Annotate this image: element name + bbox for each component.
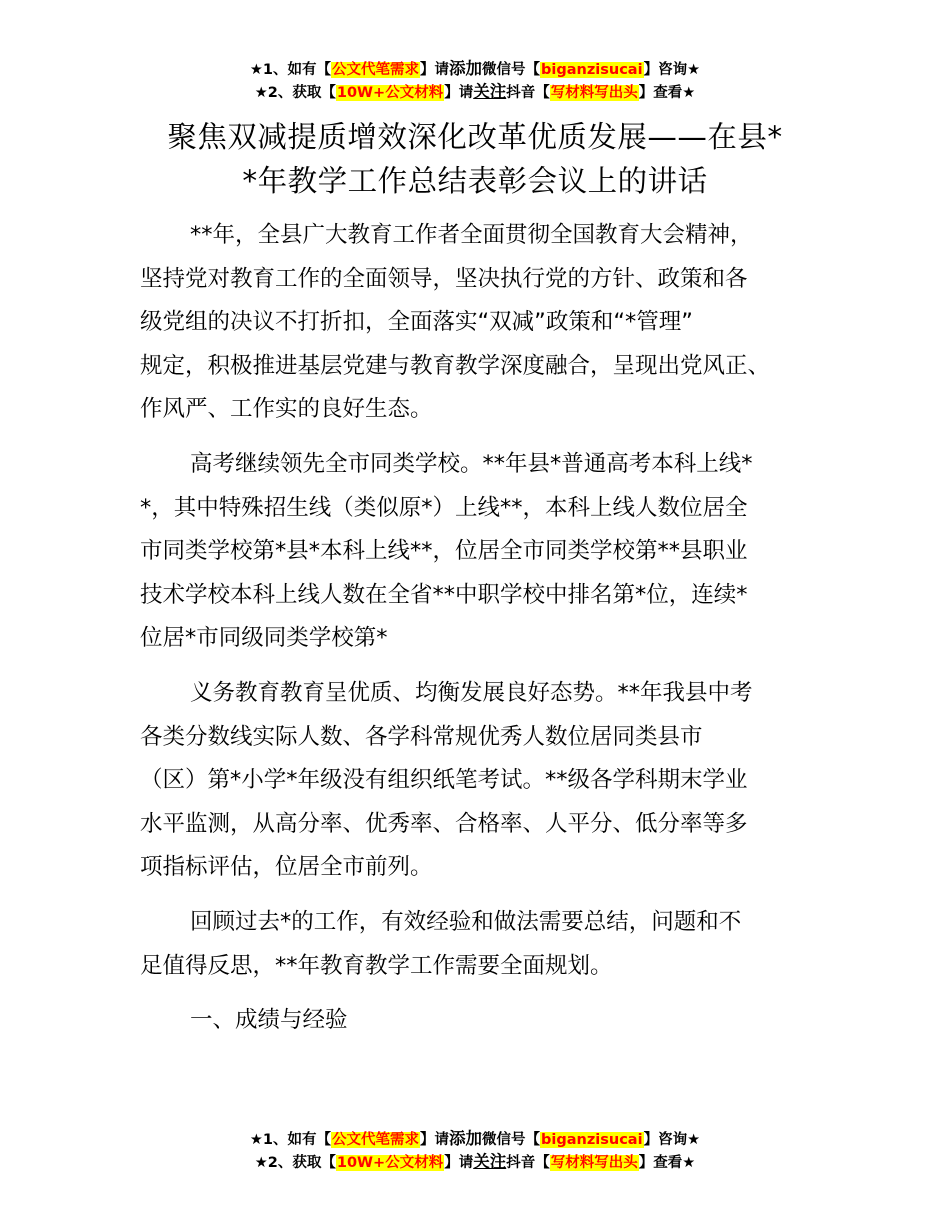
banner-text: 咨询★ — [658, 62, 701, 78]
text-line: 高考继续领先全市同类学校。**年县*普通高考本科上线* — [190, 450, 753, 477]
highlight-service: 公文代笔需求 — [332, 1132, 420, 1148]
text-line: 足值得反思，**年教育教学工作需要全面规划。 — [140, 952, 613, 979]
bracket: 【 — [525, 62, 541, 78]
banner-line-1 — [0, 1128, 950, 1151]
text-line: 作风严、工作实的良好生态。 — [140, 396, 433, 423]
paragraph-compulsory-education — [140, 672, 830, 890]
bracket: 】 — [643, 1132, 659, 1148]
text-line: （区）第*小学*年级没有组织纸笔考试。**级各学科期末学业 — [140, 767, 748, 794]
text-line: 水平监测，从高分率、优秀率、合格率、人平分、低分率等多 — [140, 810, 748, 837]
banner-text: 请 — [434, 62, 450, 78]
text-line: 项指标评估，位居全市前列。 — [140, 854, 433, 881]
banner-text: 微信号 — [482, 1132, 526, 1148]
text-line: 级党组的决议不打折扣，全面落实“双减”政策和“*管理” — [140, 309, 693, 336]
banner-text: 咨询★ — [658, 1132, 701, 1148]
banner-text: ★1、如有 — [249, 1132, 317, 1148]
heading-text: 一、成绩与经验 — [190, 1007, 348, 1034]
text-line: 义务教育教育呈优质、均衡发展良好态势。**年我县中考 — [190, 679, 753, 706]
bracket: 】 — [638, 1155, 654, 1171]
banner-text: ★1、如有 — [249, 62, 317, 78]
emphasis-text: 添加 — [449, 59, 483, 78]
bracket: 【 — [535, 85, 550, 101]
banner-text: ★2、获取 — [254, 85, 322, 101]
highlight-service: 公文代笔需求 — [332, 62, 420, 78]
text-line: *，其中特殊招生线（类似原*）上线**，本科上线人数位居全 — [140, 494, 748, 521]
text-line: 市同类学校第*县*本科上线**，位居全市同类学校第**县职业 — [140, 538, 748, 565]
emphasis-text: 添加 — [449, 1129, 483, 1148]
highlight-materials: 10W+公文材料 — [336, 85, 444, 101]
bottom-banner — [0, 1128, 950, 1174]
banner-text: 抖音 — [506, 85, 536, 101]
paragraph-gaokao — [140, 443, 830, 661]
text-line: **年，全县广大教育工作者全面贯彻全国教育大会精神， — [190, 222, 753, 248]
bracket: 【 — [316, 62, 332, 78]
highlight-wechat-id: biganzisucai — [541, 1132, 643, 1148]
title-line: 聚焦双减提质增效深化改革优质发展——在县* — [167, 120, 783, 154]
text-line: 坚持党对教育工作的全面领导，坚决执行党的方针、政策和各 — [140, 265, 748, 292]
title-line: *年教学工作总结表彰会议上的讲话 — [242, 164, 708, 198]
banner-line-2 — [0, 81, 950, 104]
bracket: 【 — [321, 1155, 336, 1171]
banner-text: 查看★ — [653, 85, 696, 101]
bracket: 】 — [420, 62, 435, 78]
banner-text: 微信号 — [482, 62, 526, 78]
bracket: 【 — [525, 1132, 541, 1148]
emphasis-text: 关注 — [473, 82, 507, 101]
banner-text: 请 — [434, 1132, 450, 1148]
banner-text: 请 — [458, 1155, 474, 1171]
emphasis-text: 关注 — [473, 1152, 507, 1171]
bracket: 【 — [321, 85, 336, 101]
bracket: 【 — [535, 1155, 550, 1171]
text-line: 回顾过去*的工作，有效经验和做法需要总结，问题和不 — [190, 908, 742, 935]
banner-text: ★2、获取 — [254, 1155, 322, 1171]
highlight-wechat-id: biganzisucai — [541, 62, 643, 78]
paragraph-review — [140, 901, 830, 988]
document-title — [120, 115, 830, 203]
text-line: 规定，积极推进基层党建与教育教学深度融合，呈现出党风正、 — [140, 352, 771, 379]
paragraph-intro — [140, 214, 830, 432]
banner-line-2 — [0, 1151, 950, 1174]
text-line: 位居*市同级同类学校第* — [140, 625, 388, 652]
bracket: 】 — [444, 85, 459, 101]
banner-text: 抖音 — [506, 1155, 536, 1171]
text-line: 各类分数线实际人数、各学科常规优秀人数位居同类县市 — [140, 723, 703, 750]
text-line: 技术学校本科上线人数在全省**中职学校中排名第*位，连续* — [140, 581, 748, 608]
document-body — [140, 214, 830, 1054]
bracket: 】 — [638, 85, 654, 101]
section-heading — [140, 999, 830, 1043]
highlight-account: 写材料写出头 — [550, 85, 638, 101]
bracket: 】 — [444, 1155, 459, 1171]
banner-line-1 — [0, 58, 950, 81]
bracket: 】 — [643, 62, 659, 78]
top-banner — [0, 58, 950, 104]
banner-text: 查看★ — [653, 1155, 696, 1171]
highlight-materials: 10W+公文材料 — [336, 1155, 444, 1171]
banner-text: 请 — [458, 85, 474, 101]
bracket: 【 — [316, 1132, 332, 1148]
bracket: 】 — [420, 1132, 435, 1148]
highlight-account: 写材料写出头 — [550, 1155, 638, 1171]
